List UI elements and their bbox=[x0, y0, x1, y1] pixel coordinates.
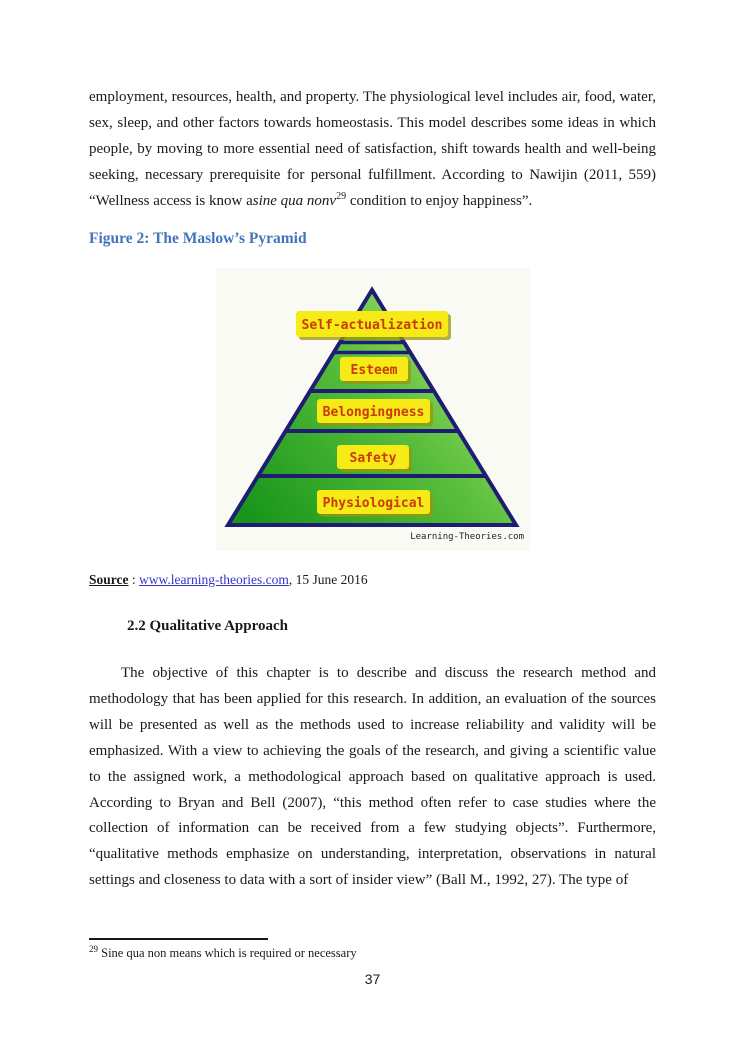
footnote-number: 29 bbox=[89, 943, 98, 954]
pyramid-label-esteem bbox=[340, 357, 411, 384]
source-line bbox=[89, 572, 368, 588]
footnote-text: Sine qua non means which is required or necessary bbox=[98, 946, 357, 960]
source-separator: : bbox=[128, 572, 140, 587]
pyramid-label-text: Belongingness bbox=[322, 405, 425, 420]
pyramid-label-self-actualization bbox=[296, 311, 451, 340]
pyramid-label-text: Physiological bbox=[322, 496, 425, 511]
footnote bbox=[89, 943, 656, 961]
watermark-text: Learning-Theories.com bbox=[410, 532, 524, 542]
source-label: Source bbox=[89, 572, 129, 587]
paragraph-text: employment, resources, health, and property. The physiological level includes air, food, water, sex, sleep, and other factors towards homeostasis. This model describes some ideas in which people, by moving to more essential need of satisfaction, shift towards health and well-being seeking, necessary prerequisite for personal fulfillment. According to Nawijin (2011, 559) “Wellness access is know a bbox=[89, 89, 656, 209]
figure-caption: Figure 2: The Maslow’s Pyramid bbox=[89, 230, 307, 247]
pyramid-label-text: Safety bbox=[349, 451, 397, 466]
pyramid-label-safety bbox=[337, 445, 412, 472]
page-number: 37 bbox=[364, 971, 381, 987]
paragraph-text: condition to enjoy happiness”. bbox=[346, 193, 533, 209]
latin-phrase-italic: sine qua nonv bbox=[252, 193, 337, 209]
source-date: , 15 June 2016 bbox=[288, 572, 368, 587]
pyramid-label-text: Esteem bbox=[350, 363, 398, 378]
paragraph-methodology: The objective of this chapter is to describe and discuss the research method and methodology that has been applied for this research. In addition, an evaluation of the sources will be presented as well as the methods used to increase reliability and validity will be emphasized. With a view to achieving the goals of the research, and giving a scientific value to the assigned work, a methodological approach based on qualitative approach is used. According to Bryan and Bell (2007), “this method often refer to case studies where the collection of information can be received from a few studying objects”. Furthermore, “qualitative methods emphasize on understanding, interpretation, observations in natural settings and closeness to data with a sort of insider view” (Ball M., 1992, 27). The type of bbox=[89, 665, 656, 889]
footnote-reference-29[interactable]: 29 bbox=[336, 191, 347, 202]
section-heading: 2.2 Qualitative Approach bbox=[127, 618, 288, 634]
pyramid-label-physiological bbox=[317, 490, 433, 517]
pyramid-label-belongingness bbox=[317, 399, 433, 426]
paragraph-wellness bbox=[89, 84, 656, 214]
source-hyperlink[interactable]: www.learning-theories.com bbox=[139, 572, 289, 587]
maslow-pyramid-figure bbox=[216, 268, 530, 551]
maslow-pyramid-image bbox=[216, 268, 530, 551]
footnote-separator-rule bbox=[89, 938, 268, 940]
pyramid-label-text: Self-actualization bbox=[301, 318, 443, 333]
